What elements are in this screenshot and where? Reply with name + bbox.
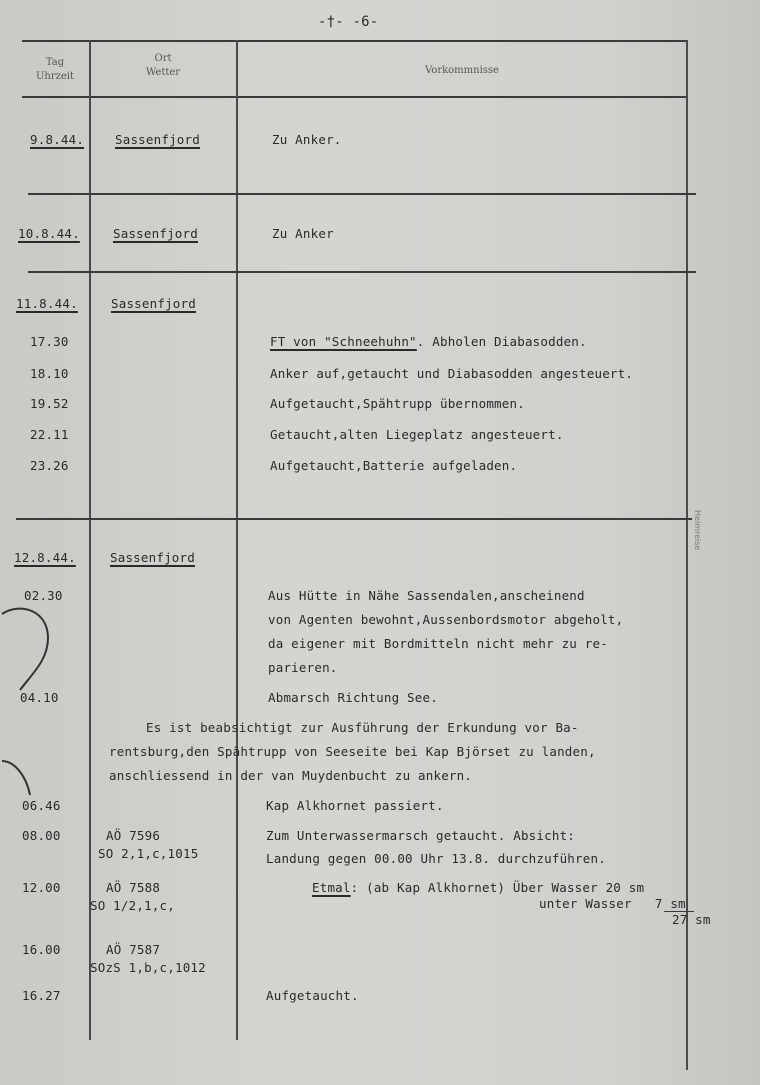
entry-weather: SO 1/2,1,c, <box>90 898 175 913</box>
entry-time: 22.11 <box>30 427 69 442</box>
entry-weather: SO 2,1,c,1015 <box>98 846 199 861</box>
plan-paragraph-line: Es ist beabsichtigt zur Ausführung der Erkundung vor Ba- <box>146 720 579 735</box>
entry-event: Aufgetaucht,Spähtrupp übernommen. <box>270 396 525 411</box>
entry-event: Kap Alkhornet passiert. <box>266 798 444 813</box>
entry-date: 11.8.44. <box>16 296 78 311</box>
entry-time: 19.52 <box>30 396 69 411</box>
entry-place: Sassenfjord <box>113 226 198 241</box>
entry-event: Zu Anker <box>272 226 334 241</box>
distance-label: Etmal <box>312 880 351 895</box>
entry-event: da eigener mit Bordmitteln nicht mehr zu re- <box>268 636 608 651</box>
column-divider-1 <box>89 40 91 1040</box>
radio-message-source: FT von "Schneehuhn" <box>270 334 417 349</box>
entry-event-rest: . Abholen Diabasodden. <box>416 334 587 349</box>
margin-note: Heimreise <box>693 510 702 551</box>
header-place-label <box>90 52 236 80</box>
entry-weather: SOzS 1,b,c,1012 <box>90 960 206 975</box>
entry-time: 18.10 <box>30 366 69 381</box>
header-place: Ort <box>154 53 172 64</box>
margin-scribble <box>0 600 60 710</box>
header-events-label: Vorkommnisse <box>425 65 499 76</box>
entry-event: Zum Unterwassermarsch getaucht. Absicht: <box>266 828 576 843</box>
entry-time: 16.27 <box>22 988 61 1003</box>
header-rule <box>22 96 688 98</box>
entry-event: Getaucht,alten Liegeplatz angesteuert. <box>270 427 564 442</box>
entry-time: 16.00 <box>22 942 61 957</box>
entry-time: 06.46 <box>22 798 61 813</box>
entry-event: Abmarsch Richtung See. <box>268 690 438 705</box>
entry-date: 12.8.44. <box>14 550 76 565</box>
entry-place: Sassenfjord <box>111 296 196 311</box>
entry-time: 17.30 <box>30 334 69 349</box>
distance-total: 27 sm <box>672 912 711 927</box>
table-top-rule <box>22 40 688 42</box>
entry-date: 9.8.44. <box>30 132 85 147</box>
entry-position: AÖ 7587 <box>106 942 161 957</box>
entry-event: Aus Hütte in Nähe Sassendalen,anscheinend <box>268 588 585 603</box>
distance-underwater: unter Wasser 7 sm <box>539 896 686 911</box>
plan-paragraph-line: anschliessend in der van Muydenbucht zu ankern. <box>109 768 473 783</box>
margin-scribble <box>0 755 40 805</box>
entry-date: 10.8.44. <box>18 226 80 241</box>
header-time: Uhrzeit <box>35 71 75 82</box>
entry-place: Sassenfjord <box>115 132 200 147</box>
entry-rule-3 <box>16 518 692 520</box>
entry-event: Aufgetaucht,Batterie aufgeladen. <box>270 458 518 473</box>
plan-paragraph-line: rentsburg,den Spähtrupp von Seeseite bei Kap Björset zu landen, <box>109 744 596 759</box>
distance-summary <box>312 880 644 895</box>
column-divider-2 <box>236 40 238 1040</box>
entry-event: Aufgetaucht. <box>266 988 359 1003</box>
entry-time: 12.00 <box>22 880 61 895</box>
entry-time: 02.30 <box>24 588 63 603</box>
page-number: -†- -6- <box>318 14 379 30</box>
header-date-label <box>22 56 88 84</box>
entry-place: Sassenfjord <box>110 550 195 565</box>
entry-event: von Agenten bewohnt,Aussenbordsmotor abgeholt, <box>268 612 624 627</box>
entry-time: 04.10 <box>20 690 59 705</box>
entry-event <box>270 334 587 349</box>
entry-rule-2 <box>28 271 696 273</box>
header-day: Tag <box>45 57 65 68</box>
entry-time: 08.00 <box>22 828 61 843</box>
entry-event: Zu Anker. <box>272 132 342 147</box>
entry-event: parieren. <box>268 660 338 675</box>
distance-surface: : (ab Kap Alkhornet) Über Wasser 20 sm <box>350 880 645 895</box>
entry-position: AÖ 7596 <box>106 828 161 843</box>
entry-event: Anker auf,getaucht und Diabasodden angesteuert. <box>270 366 634 381</box>
header-weather: Wetter <box>145 67 181 78</box>
entry-time: 23.26 <box>30 458 69 473</box>
entry-position: AÖ 7588 <box>106 880 161 895</box>
entry-rule-1 <box>28 193 696 195</box>
entry-event: Landung gegen 00.00 Uhr 13.8. durchzuführen. <box>266 851 606 866</box>
